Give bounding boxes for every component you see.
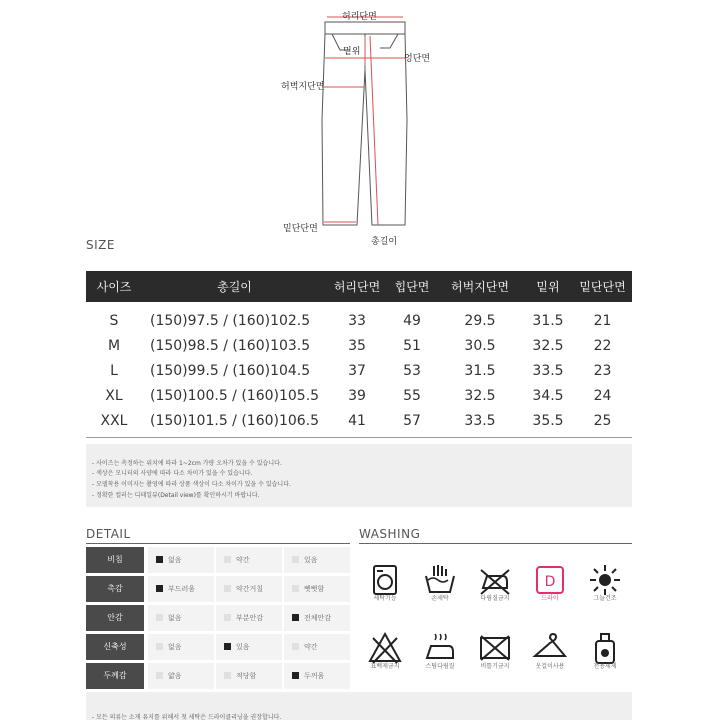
- unchecked-box-icon: [224, 585, 231, 592]
- table-cell: 35.5: [532, 412, 564, 429]
- footer-note: - 모든 의류는 소재 유지를 위해서 첫 세탁은 드라이클리닝을 권장합니다.: [92, 714, 282, 721]
- detail-option-label: 부드러움: [168, 585, 196, 593]
- table-row: [86, 408, 632, 433]
- detail-option: [216, 547, 282, 573]
- table-row: [86, 358, 632, 383]
- detail-option: [284, 634, 350, 660]
- table-cell: 24: [593, 387, 612, 404]
- note-line: - 색상은 모니터의 사양에 따라 다소 차이가 있을 수 있습니다.: [92, 470, 253, 477]
- table-cell: 32.5: [532, 337, 564, 354]
- column-header: 허벅지단면: [437, 271, 523, 302]
- table-cell: 33.5: [532, 362, 564, 379]
- detail-option: [148, 576, 214, 602]
- checked-box-icon: [292, 672, 299, 679]
- table-cell: M: [107, 337, 121, 354]
- size-table: [86, 271, 632, 433]
- detail-row-label: 신축성: [86, 634, 144, 660]
- detail-option: [216, 663, 282, 689]
- table-cell: 41: [348, 412, 366, 429]
- detail-section-title: DETAIL: [86, 527, 131, 541]
- table-cell: (150)100.5 / (160)105.5: [150, 387, 320, 404]
- detail-row: [86, 605, 350, 631]
- column-header: 밑단단면: [573, 271, 632, 302]
- detail-option-label: 있음: [236, 643, 250, 651]
- detail-option-label: 약간: [304, 643, 318, 651]
- table-cell: 29.5: [464, 312, 496, 329]
- measurement-diagram: [0, 0, 720, 250]
- detail-option: [216, 605, 282, 631]
- table-cell: 31.5: [532, 312, 564, 329]
- column-header: 허리단면: [327, 271, 387, 302]
- washing-icon-label: 전용세제: [593, 663, 617, 670]
- table-cell: XL: [105, 387, 123, 404]
- detail-option-label: 두꺼움: [304, 672, 325, 680]
- detail-option-label: 부분안감: [236, 614, 264, 622]
- detail-row: [86, 576, 350, 602]
- unchecked-box-icon: [224, 614, 231, 621]
- detail-option: [148, 547, 214, 573]
- table-cell: 55: [403, 387, 421, 404]
- checked-box-icon: [224, 643, 231, 650]
- unchecked-box-icon: [224, 556, 231, 563]
- detail-option: [148, 605, 214, 631]
- table-cell: (150)98.5 / (160)103.5: [150, 337, 311, 354]
- detail-option: [216, 634, 282, 660]
- size-section-title: SIZE: [86, 238, 115, 252]
- table-cell: 25: [593, 412, 612, 429]
- table-cell: (150)99.5 / (160)104.5: [150, 362, 311, 379]
- unchecked-box-icon: [224, 672, 231, 679]
- detail-option-label: 있음: [304, 556, 318, 564]
- table-row: [86, 383, 632, 408]
- detail-option-label: 없음: [168, 643, 182, 651]
- column-header: 밑위: [523, 271, 573, 302]
- detail-row-label: 촉감: [86, 576, 144, 602]
- size-table-header: [86, 271, 632, 302]
- hip-label: 엉단면: [404, 54, 431, 64]
- table-cell: XXL: [100, 412, 128, 429]
- detail-option-label: 얇음: [168, 672, 182, 680]
- column-header: 총길이: [142, 271, 327, 302]
- waist-label: 허리단면: [342, 12, 377, 22]
- table-cell: 39: [348, 387, 366, 404]
- washing-icon-label: 그늘건조: [593, 595, 617, 602]
- detail-divider: [86, 543, 350, 544]
- size-notes-box: [86, 444, 632, 507]
- table-cell: 30.5: [464, 337, 496, 354]
- detail-option: [148, 663, 214, 689]
- detail-row-label: 안감: [86, 605, 144, 631]
- unchecked-box-icon: [292, 643, 299, 650]
- detail-row: [86, 547, 350, 573]
- column-header: 힙단면: [387, 271, 437, 302]
- thigh-label: 허벅지단면: [281, 82, 325, 92]
- washing-icon-label: 드라이: [541, 595, 559, 602]
- table-cell: 33.5: [464, 412, 496, 429]
- table-row: [86, 302, 632, 333]
- table-cell: 57: [403, 412, 421, 429]
- detail-option: [284, 663, 350, 689]
- detail-option: [284, 547, 350, 573]
- table-cell: 53: [403, 362, 421, 379]
- detail-row: [86, 634, 350, 660]
- washing-divider: [359, 543, 632, 544]
- washing-icon-label: 다림질금지: [480, 595, 510, 602]
- table-cell: S: [109, 312, 119, 329]
- washing-icon-label: 손세탁: [431, 595, 449, 602]
- checked-box-icon: [292, 614, 299, 621]
- unchecked-box-icon: [156, 643, 163, 650]
- hem-label: 밑단단면: [283, 224, 318, 234]
- table-cell: (150)101.5 / (160)106.5: [150, 412, 320, 429]
- note-line: - 사이즈는 측정하는 위치에 따라 1~2cm 가량 오차가 있을 수 있습니다.: [92, 460, 282, 467]
- table-cell: 21: [593, 312, 612, 329]
- table-cell: 37: [348, 362, 366, 379]
- table-divider: [86, 437, 632, 438]
- detail-option-label: 없음: [168, 614, 182, 622]
- unchecked-box-icon: [156, 672, 163, 679]
- table-cell: (150)97.5 / (160)102.5: [150, 312, 311, 329]
- washing-icon-label: 세탁기능: [373, 595, 397, 602]
- pants-outline-icon: [0, 0, 720, 250]
- detail-row-label: 비침: [86, 547, 144, 573]
- unchecked-box-icon: [156, 614, 163, 621]
- table-cell: 35: [348, 337, 366, 354]
- checked-box-icon: [156, 556, 163, 563]
- column-header: 사이즈: [86, 271, 142, 302]
- detail-option-label: 적당함: [236, 672, 257, 680]
- length-label: 총길이: [371, 237, 398, 247]
- detail-option: [284, 576, 350, 602]
- detail-option-label: 약간: [236, 556, 250, 564]
- detail-option-label: 없음: [168, 556, 182, 564]
- washing-icon-label: 스팀다림질: [425, 663, 455, 670]
- table-cell: 31.5: [464, 362, 496, 379]
- detail-option-label: 전체안감: [304, 614, 332, 622]
- washing-icon-label: 비틀기금지: [480, 663, 510, 670]
- table-cell: 34.5: [532, 387, 564, 404]
- note-line: - 모델착용 이미지는 촬영에 따라 상품 색상이 다소 차이가 있을 수 있습니다.: [92, 481, 291, 488]
- table-cell: 23: [593, 362, 612, 379]
- detail-option-label: 약간거칠: [236, 585, 264, 593]
- table-row: [86, 333, 632, 358]
- rise-label: 밑위: [343, 47, 361, 57]
- washing-footer-box: [86, 692, 632, 720]
- washing-icon-label: 옷걸이사용: [535, 663, 565, 670]
- table-cell: 51: [403, 337, 421, 354]
- table-cell: 32.5: [464, 387, 496, 404]
- table-cell: 49: [403, 312, 421, 329]
- table-cell: L: [110, 362, 118, 379]
- detail-option: [216, 576, 282, 602]
- detail-row: [86, 663, 350, 689]
- washing-icon-label: 표백제금지: [370, 663, 400, 670]
- detail-option: [284, 605, 350, 631]
- table-cell: 33: [348, 312, 366, 329]
- detail-option: [148, 634, 214, 660]
- table-cell: 22: [593, 337, 612, 354]
- detail-option-label: 뻣뻣함: [304, 585, 325, 593]
- note-line: - 정확한 컬러는 디테일뷰(Detail view)를 확인하시기 바랍니다.: [92, 492, 260, 499]
- detail-table: [86, 547, 350, 692]
- unchecked-box-icon: [292, 585, 299, 592]
- detail-row-label: 두께감: [86, 663, 144, 689]
- svg-text:D: D: [544, 574, 556, 590]
- unchecked-box-icon: [292, 556, 299, 563]
- washing-section-title: WASHING: [359, 527, 421, 541]
- checked-box-icon: [156, 585, 163, 592]
